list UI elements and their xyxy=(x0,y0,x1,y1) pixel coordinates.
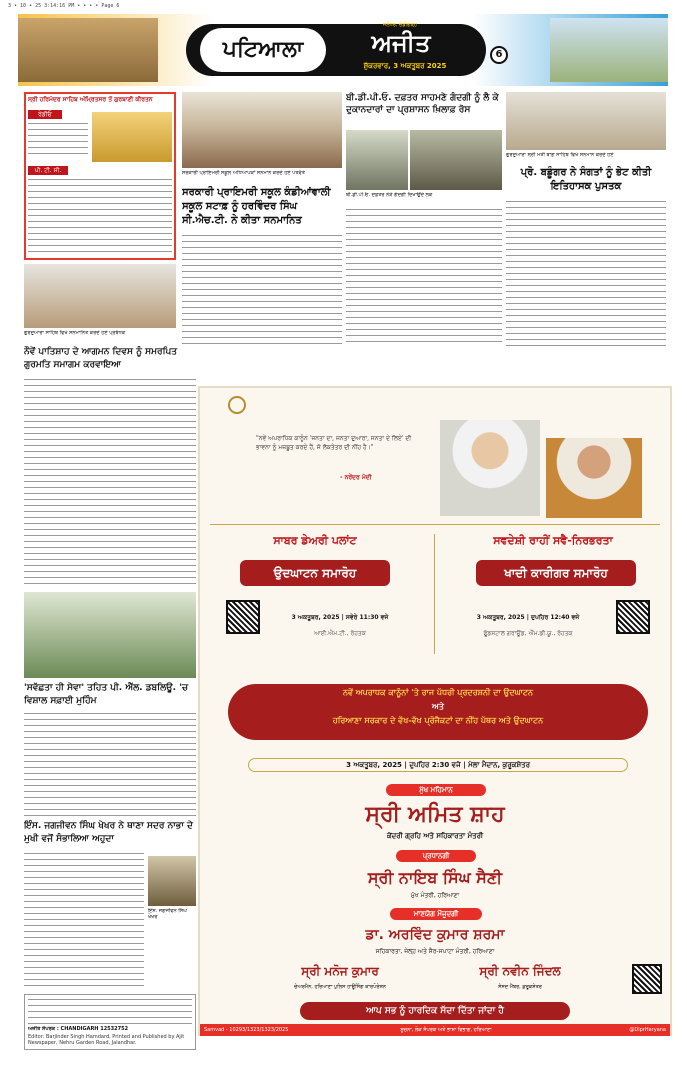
ad-bottom-qr xyxy=(632,964,662,994)
paper-title: ਅਜੀਤ xyxy=(371,29,431,57)
ad-p2-name: ਸ੍ਰੀ ਨਵੀਨ ਜਿੰਦਲ xyxy=(479,964,561,978)
radio-box-title: ਸ੍ਰੀ ਹਰਿਮੰਦਰ ਸਾਹਿਬ ਅੰਮ੍ਰਿਤਸਰ ਤੋਂ ਗੁਰਬਾਣੀ ਕੀਰਤਨ xyxy=(28,96,153,103)
ad-right-qr xyxy=(616,600,650,634)
ad-event-line: 3 ਅਕਤੂਬਰ, 2025 | ਦੁਪਹਿਰ 2:30 ਵਜੇ | ਮੇਲਾ ਮੈਦਾਨ, ਕੁਰੂਕਸ਼ੇਤਰ xyxy=(248,758,628,772)
badungar-headline: ਪ੍ਰੋ. ਬਡੂੰਗਰ ਨੇ ਸੰਗਤਾਂ ਨੂੰ ਭੇਟ ਕੀਤੀ ਇਤਿਹਾਸਕ ਪੁਸਤਕ xyxy=(520,167,652,192)
bdpo-caption: ਬੀ.ਡੀ.ਪੀ.ਓ. ਦਫ਼ਤਰ ਨੇੜੇ ਗੰਦਗੀ ਦਿਖਾਉਂਦੇ ਲੋਕ xyxy=(346,192,433,198)
ad-banner-line2: ਅਤੇ xyxy=(432,702,444,711)
ad-p1-role: ਚੇਅਰਮੈਨ, ਹਰਿਆਣਾ ਪੁਲਿਸ ਹਾਊਸਿੰਗ ਕਾਰਪੋਰੇਸ਼ਨ xyxy=(294,984,386,990)
ad-p2-role: ਸੰਸਦ ਮੈਂਬਰ, ਕੁਰੂਕਸ਼ੇਤਰ xyxy=(498,984,542,990)
badungar-caption: ਗੁਰਦੁਆਰਾ ਸ੍ਰੀ ਮੋਤੀ ਬਾਗ ਸਾਹਿਬ ਵਿਖੇ ਸਨਮਾਨ ਕਰਦੇ ਹੋਏ xyxy=(506,152,614,158)
inspector-caption: ਇੰਸ. ਜਗਜੀਵਨ ਸਿੰਘ ਖੇਖਰ xyxy=(148,908,187,920)
inspector-photo xyxy=(148,856,196,906)
radio-text-2 xyxy=(28,178,172,254)
ad-guest-label: ਮਾਣਯੋਗ ਮੌਜੂਦਗੀ xyxy=(390,908,482,920)
masthead-left-photo xyxy=(18,18,158,82)
ad-pres-label: ਪ੍ਰਧਾਨਗੀ xyxy=(396,850,476,862)
bdpo-body xyxy=(346,208,502,346)
ad-guest-role: ਸਹਿਕਾਰਤਾ, ਜੇਲ੍ਹ ਅਤੇ ਸੈਰ-ਸਪਾਟਾ ਮੰਤਰੀ, ਹਰਿਆਣਾ xyxy=(375,948,495,955)
modi-photo xyxy=(440,420,540,516)
page-number: 6 xyxy=(490,46,508,64)
edition: ਜਲੰਧਰ, ਚੰਡੀਗੜ੍ਹ xyxy=(382,22,417,28)
bdpo-photo-drain xyxy=(410,130,502,190)
ad-pres-role: ਮੁੱਖ ਮੰਤਰੀ, ਹਰਿਆਣਾ xyxy=(410,892,460,899)
school-caption: ਸਰਕਾਰੀ ਪ੍ਰਾਇਮਰੀ ਸਕੂਲ ਅਧਿਆਪਕਾਂ ਸਨਮਾਨ ਕਰਦੇ ਹੋਏ ਪਤਵੰਤੇ xyxy=(182,170,305,176)
golden-temple-photo xyxy=(92,112,172,162)
ad-left-title: ਸਾਬਰ ਡੇਅਰੀ ਪਲਾਂਟ xyxy=(273,534,357,547)
badungar-photo xyxy=(506,92,666,150)
radio-tag-2: ਪੀ. ਟੀ. ਸੀ. xyxy=(28,166,68,175)
ad-guest-name: ਡਾ. ਅਰਵਿੰਦ ਕੁਮਾਰ ਸ਼ਰਮਾ xyxy=(365,927,505,943)
ad-welcome: ਆਪ ਸਭ ਨੂੰ ਹਾਰਦਿਕ ਸੱਦਾ ਦਿੱਤਾ ਜਾਂਦਾ ਹੈ xyxy=(300,1002,570,1020)
ad-right-pill: ਖਾਦੀ ਕਾਰੀਗਰ ਸਮਾਰੋਹ xyxy=(476,560,636,586)
bdpo-photo-people xyxy=(346,130,408,190)
radio-text-1 xyxy=(28,122,88,158)
ad-right-when: 3 ਅਕਤੂਬਰ, 2025 | ਦੁਪਹਿਰ 12:40 ਵਜੇ xyxy=(476,614,580,621)
masthead-right-photo xyxy=(550,18,668,82)
ad-divider xyxy=(434,534,435,654)
ad-banner-line3: ਹਰਿਆਣਾ ਸਰਕਾਰ ਦੇ ਵੱਖ-ਵੱਖ ਪ੍ਰੋਜੈਕਟਾਂ ਦਾ ਨੀਂਹ ਪੱਥਰ ਅਤੇ ਉਦਘਾਟਨ xyxy=(332,716,544,725)
inspector-headline: ਇੰਸ. ਜਗਜੀਵਨ ਸਿੰਘ ਖੇਖਰ ਨੇ ਥਾਣਾ ਸਦਰ ਨਾਭਾ ਦੇ ਮੁਖੀ ਵਜੋਂ ਸੰਭਾਲਿਆ ਅਹੁਦਾ xyxy=(24,821,193,844)
ad-banner-line1: ਨਵੇਂ ਅਪਰਾਧਕ ਕਾਨੂੰਨਾਂ 'ਤੇ ਰਾਜ ਪੱਧਰੀ ਪ੍ਰਦਰਸ਼ਨੀ ਦਾ ਉਦਘਾਟਨ xyxy=(342,688,534,697)
samagam-caption: ਗੁਰਦੁਆਰਾ ਸਾਹਿਬ ਵਿਖੇ ਸਨਮਾਨਿਤ ਕਰਦੇ ਹੋਏ ਪ੍ਰਬੰਧਕ xyxy=(24,330,126,336)
ad-left-where: ਆਈ.ਐਮ.ਟੀ., ਰੋਹਤਕ xyxy=(314,630,366,637)
ad-right-where: ਫੂੱਡਸਟਾਲ ਗਰਾਊਂਡ, ਐੱਮ.ਡੀ.ਯੂ., ਰੋਹਤਕ xyxy=(483,630,573,637)
samagam-body xyxy=(24,378,196,588)
imprint-small: Editor: Barjinder Singh Hamdard, Printed and Published by Ajit Newspaper, Nehru Garden Road, Jalandhar. xyxy=(28,1034,185,1046)
cleanliness-headline: 'ਸਵੱਛਤਾ ਹੀ ਸੇਵਾ' ਤਹਿਤ ਪੀ. ਐੱਲ. ਡਬਲਿਊ. 'ਚ ਵਿਸ਼ਾਲ ਸਫ਼ਾਈ ਮੁਹਿੰਮ xyxy=(24,683,189,706)
ad-right-title: ਸਵਦੇਸ਼ੀ ਰਾਹੀਂ ਸਵੈ-ਨਿਰਭਰਤਾ xyxy=(493,534,613,547)
ad-footer-left: Samvad - 10293/1323/1323/2025 xyxy=(204,1027,289,1033)
samagam-photo xyxy=(24,264,176,328)
ad-rule-top xyxy=(210,524,660,525)
ad-left-qr xyxy=(226,600,260,634)
ad-quote: "ਨਵੇਂ ਅਪਰਾਧਿਕ ਕਾਨੂੰਨ 'ਜਨਤਾ ਦਾ, ਜਨਤਾ ਦੁਆਰਾ, ਜਨਤਾ ਦੇ ਲਿਏ' ਦੀ ਭਾਵਨਾ ਨੂੰ ਮਜ਼ਬੂਤ ਕਰਦੇ ਹੈਂ, ਜੋ ਲੋਕਤੰਤਰ ਦੀ ਨੀਂਹ ਹੈ।" xyxy=(256,435,412,451)
inspector-body xyxy=(24,852,144,988)
haryana-emblem-icon xyxy=(228,396,246,414)
imprint-contact: ਅਜੀਤ ਸੰਪਰਕ : CHANDIGARH 12532752 xyxy=(28,1026,129,1032)
ad-p1-name: ਸ੍ਰੀ ਮਨੋਜ ਕੁਮਾਰ xyxy=(301,964,379,978)
print-strip: 3 • 10 • 25 3:14:16 PM • • • • Page 6 xyxy=(8,3,120,9)
ad-left-when: 3 ਅਕਤੂਬਰ, 2025 | ਸਵੇਰੇ 11:30 ਵਜੇ xyxy=(291,614,389,621)
cleanliness-body xyxy=(24,712,196,816)
issue-date: ਸ਼ੁੱਕਰਵਾਰ, 3 ਅਕਤੂਬਰ 2025 xyxy=(363,62,447,70)
samagam-headline: ਨੌਵੇਂ ਪਾਤਿਸ਼ਾਹ ਦੇ ਆਗਮਨ ਦਿਵਸ ਨੂੰ ਸਮਰਪਿਤ ਗੁਰਮਤਿ ਸਮਾਗਮ ਕਰਵਾਇਆ xyxy=(24,347,178,370)
ad-footer-right: @DiprHaryana xyxy=(629,1027,666,1033)
ad-quote-author: - ਨਰੇਂਦਰ ਮੋਦੀ xyxy=(340,474,372,481)
ad-left-pill: ਉਦਘਾਟਨ ਸਮਾਰੋਹ xyxy=(240,560,390,586)
school-body xyxy=(182,234,342,346)
saini-photo xyxy=(546,438,642,518)
ad-chief-name: ਸ੍ਰੀ ਅਮਿਤ ਸ਼ਾਹ xyxy=(365,802,505,827)
ad-footer-mid: ਸੂਚਨਾ, ਲੋਕ ਸੰਪਰਕ ਅਤੇ ਭਾਸ਼ਾ ਵਿਭਾਗ, ਹਰਿਆਣਾ xyxy=(400,1027,492,1033)
radio-tag-1: ਰੇਡੀਓ xyxy=(28,110,62,119)
city-title: ਪਟਿਆਲਾ xyxy=(200,28,326,72)
ad-pres-name: ਸ੍ਰੀ ਨਾਇਬ ਸਿੰਘ ਸੈਣੀ xyxy=(367,868,503,887)
ad-chief-role: ਕੇਂਦਰੀ ਗ੍ਰਹਿ ਅਤੇ ਸਹਿਕਾਰਤਾ ਮੰਤਰੀ xyxy=(386,832,484,840)
badungar-body xyxy=(506,200,666,346)
cleanliness-photo xyxy=(24,592,196,678)
ad-chief-label: ਮੁੱਖ ਮਹਿਮਾਨ xyxy=(386,784,486,796)
bdpo-headline: ਬੀ.ਡੀ.ਪੀ.ਓ. ਦਫ਼ਤਰ ਸਾਹਮਣੇ ਗੰਦਗੀ ਨੂੰ ਲੈ ਕੇ ਦੁਕਾਨਦਾਰਾਂ ਦਾ ਪ੍ਰਸ਼ਾਸਨ ਖ਼ਿਲਾਫ਼ ਰੋਸ xyxy=(346,93,499,115)
school-photo xyxy=(182,92,342,168)
imprint-lines xyxy=(28,998,192,1024)
school-headline: ਸਰਕਾਰੀ ਪ੍ਰਾਇਮਰੀ ਸਕੂਲ ਕੰਡੀਆਂਵਾਲੀ ਸਕੂਲ ਸਟਾਫ਼ ਨੂੰ ਹਰਵਿੰਦਰ ਸਿੰਘ ਸੀ.ਐਚ.ਟੀ. ਨੇ ਕੀਤਾ ਸਨਮਾਨਿਤ xyxy=(182,187,331,226)
